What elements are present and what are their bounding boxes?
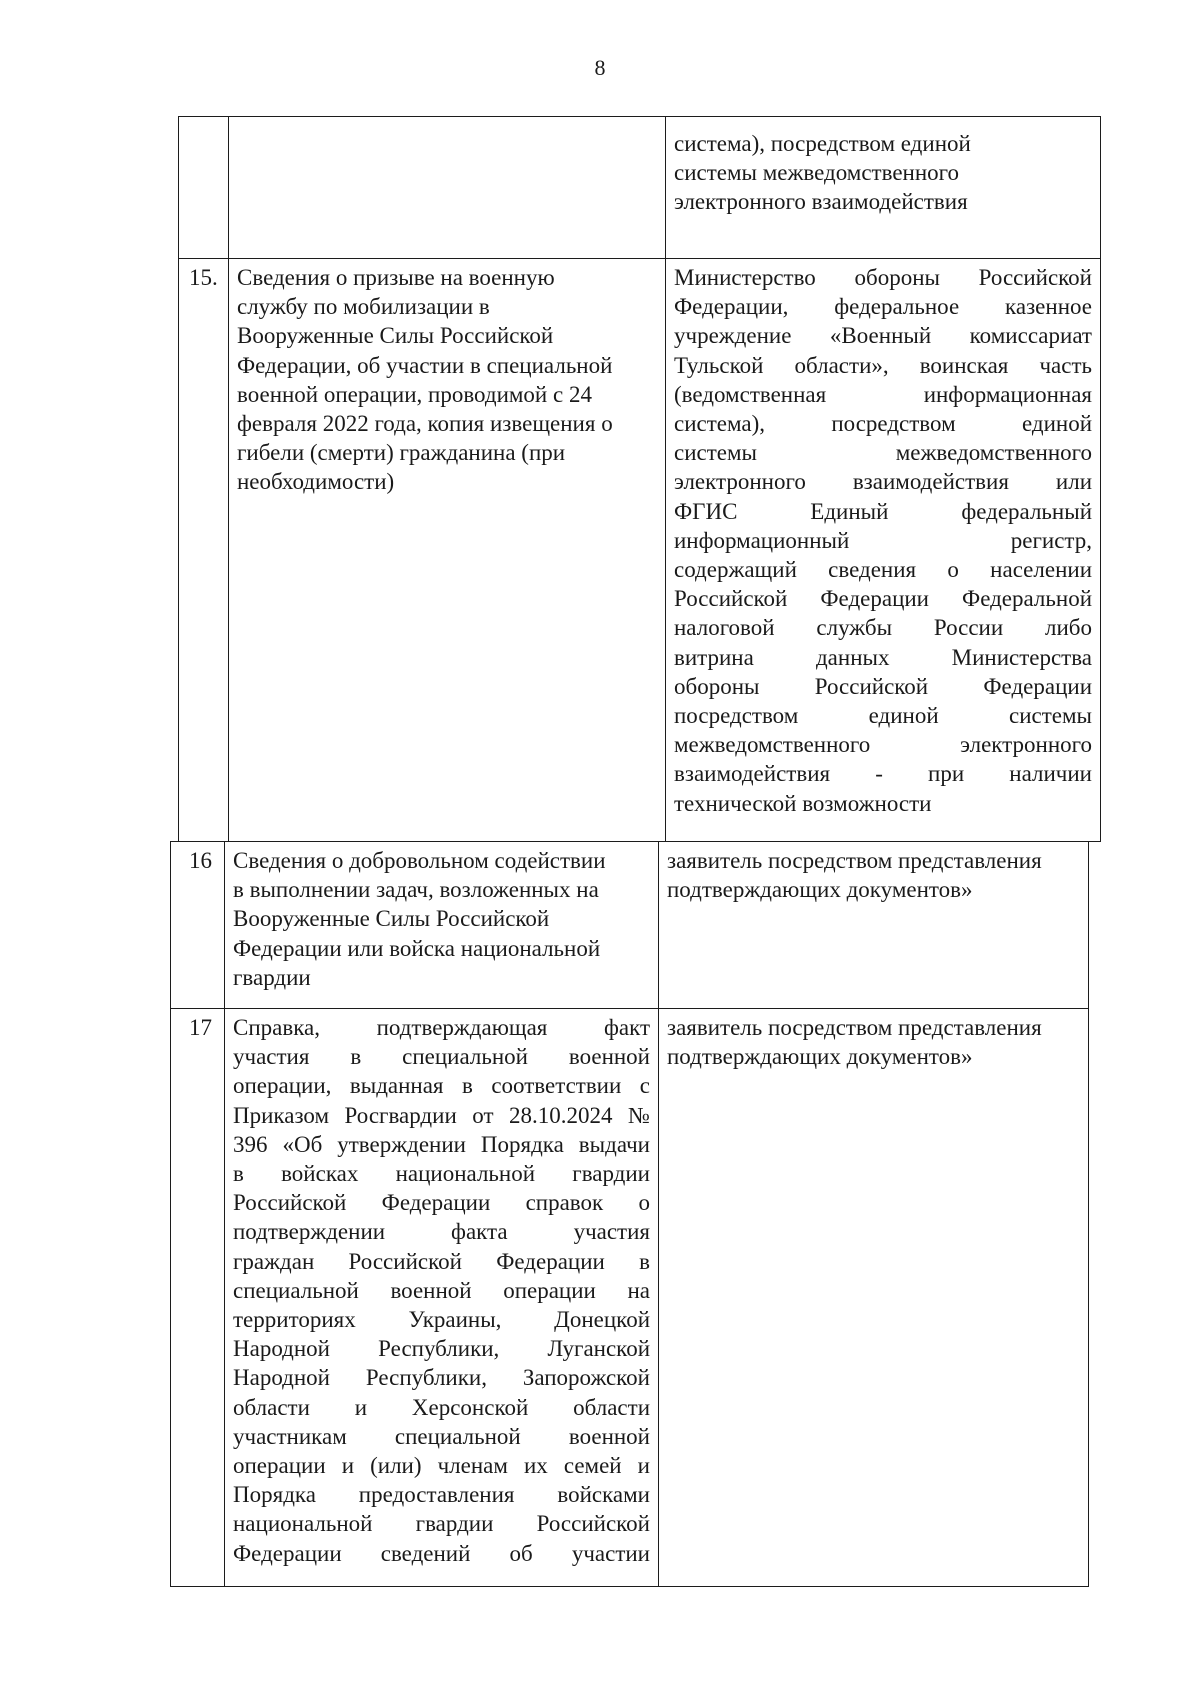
source-cell	[659, 842, 1089, 1009]
document-name-line: в выполнении задач, возложенных на	[233, 877, 599, 903]
document-name-cell	[225, 842, 659, 1009]
document-name-line: специальной военной операции на	[233, 1277, 650, 1303]
document-name-line: операции и (или) членам их семей и	[233, 1453, 650, 1479]
document-name-line: Справка, подтверждающая факт	[233, 1015, 650, 1040]
source-line: учреждение «Военный комиссариат	[674, 323, 1092, 349]
source-line: Федерации, федеральное казенное	[674, 294, 1092, 320]
document-name-line: гибели (смерти) гражданина (при	[237, 440, 566, 466]
source-line: электронного взаимодействия	[674, 189, 968, 215]
document-name-line: гвардии	[233, 964, 311, 990]
source-line: обороны Российской Федерации	[674, 673, 1092, 699]
document-name-line: необходимости)	[237, 469, 395, 495]
table-row	[171, 1009, 1089, 1587]
row-number: 15.	[189, 265, 218, 290]
source-line: информационный регистр,	[674, 527, 1092, 553]
document-name-line: 396 «Об утверждении Порядка выдачи	[233, 1131, 650, 1157]
row-number: 17	[189, 1015, 212, 1040]
document-name-line: подтверждении факта участия	[233, 1219, 650, 1245]
source-line: система), посредством единой	[674, 131, 971, 156]
source-line: технической возможности	[674, 790, 932, 816]
source-line: подтверждающих документов»	[667, 1044, 973, 1070]
row-number: 16	[189, 848, 212, 873]
source-line: подтверждающих документов»	[667, 877, 973, 903]
source-line: межведомственного электронного	[674, 732, 1092, 758]
documents-table-upper	[178, 116, 1101, 842]
row-number-cell	[179, 117, 229, 259]
document-name-line: участия в специальной военной	[233, 1044, 650, 1070]
document-name-line: национальной гвардии Российской	[233, 1511, 650, 1537]
document-name-line: военной операции, проводимой с 24	[237, 381, 592, 407]
document-name-line: Приказом Росгвардии от 28.10.2024 №	[233, 1102, 650, 1128]
row-number-cell	[171, 1009, 225, 1587]
source-line: взаимодействия - при наличии	[674, 761, 1092, 787]
document-name-line: территориях Украины, Донецкой	[233, 1307, 650, 1333]
row-number-cell	[179, 259, 229, 842]
document-name-cell	[229, 259, 666, 842]
source-cell	[666, 117, 1101, 259]
document-name-line: Сведения о добровольном содействии	[233, 848, 606, 873]
document-name-cell	[229, 117, 666, 259]
page-number: 8	[594, 55, 606, 80]
document-name-line: Федерации, об участии в специальной	[237, 352, 613, 378]
table-row	[171, 842, 1089, 1009]
source-line: витрина данных Министерства	[674, 644, 1092, 670]
source-line: налоговой службы России либо	[674, 615, 1092, 641]
table-row	[179, 117, 1101, 259]
source-line: содержащий сведения о населении	[674, 557, 1092, 583]
row-number-cell	[171, 842, 225, 1009]
source-line: заявитель посредством представления	[667, 848, 1042, 873]
document-name-line: Народной Республики, Луганской	[233, 1336, 650, 1362]
document-name-line: граждан Российской Федерации в	[233, 1248, 650, 1274]
document-name-line: операции, выданная в соответствии с	[233, 1073, 650, 1099]
source-line: заявитель посредством представления	[667, 1015, 1042, 1040]
documents-table-lower	[170, 841, 1089, 1587]
source-line: ФГИС Единый федеральный	[674, 498, 1092, 524]
document-name-line: Сведения о призыве на военную	[237, 265, 555, 290]
document-name-line: Народной Республики, Запорожской	[233, 1365, 650, 1391]
document-name-line: Порядка предоставления войсками	[233, 1482, 650, 1508]
document-name-cell	[225, 1009, 659, 1587]
document-name-line: участникам специальной военной	[233, 1423, 650, 1449]
document-name-line: февраля 2022 года, копия извещения о	[237, 411, 613, 437]
document-name-line: Федерации сведений об участии	[233, 1540, 650, 1566]
document-name-line: Федерации или войска национальной	[233, 935, 601, 961]
source-cell	[659, 1009, 1089, 1587]
source-line: Российской Федерации Федеральной	[674, 586, 1092, 612]
source-line: системы межведомственного	[674, 440, 1092, 466]
source-line: Министерство обороны Российской	[674, 265, 1092, 290]
table-row	[179, 259, 1101, 842]
document-name-line: области и Херсонской области	[233, 1394, 650, 1420]
document-name-line: в войсках национальной гвардии	[233, 1161, 650, 1187]
document-name-line: Вооруженные Силы Российской	[233, 906, 550, 932]
source-line: Тульской области», воинская часть	[674, 352, 1092, 378]
source-line: системы межведомственного	[674, 160, 960, 186]
source-line: (ведомственная информационная	[674, 381, 1092, 407]
source-line: электронного взаимодействия или	[674, 469, 1092, 495]
document-name-line: службу по мобилизации в	[237, 294, 490, 320]
document-name-line: Российской Федерации справок о	[233, 1190, 650, 1216]
source-line: посредством единой системы	[674, 703, 1092, 729]
source-line: система), посредством единой	[674, 411, 1092, 437]
source-cell	[666, 259, 1101, 842]
document-name-line: Вооруженные Силы Российской	[237, 323, 554, 349]
